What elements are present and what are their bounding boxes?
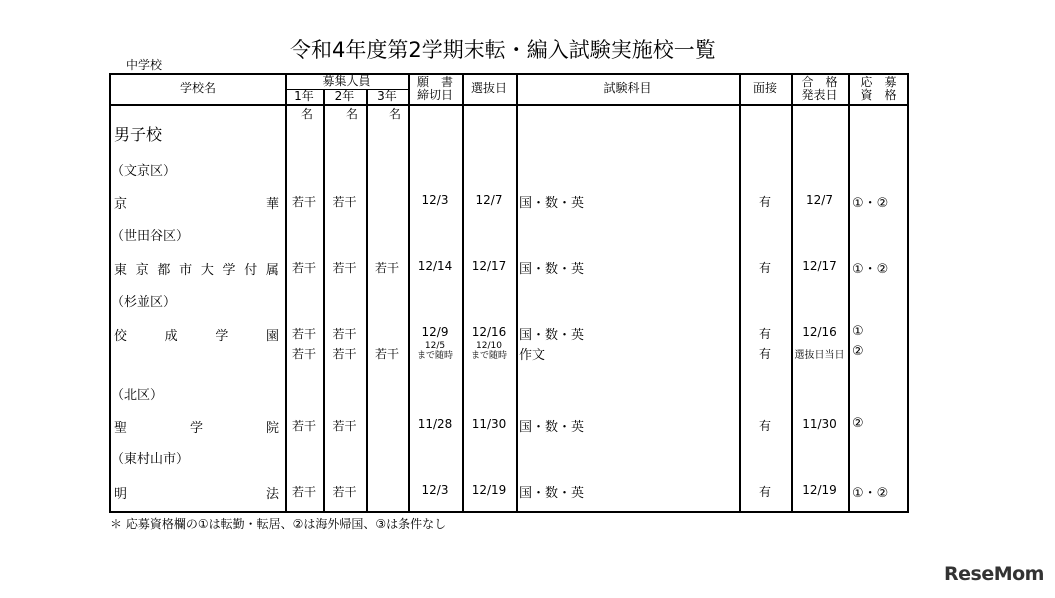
district-label: （北区） [111,388,164,403]
section-title: 男子校 [114,125,163,144]
deadline: 12/9 [421,325,449,339]
header-school: 学校名 [179,81,216,95]
school-name-char: 付 [244,263,258,278]
grade2-capacity: 若干 [332,327,357,341]
school-name-char: 属 [265,263,279,278]
deadline-rolling-note: まで随時 [416,351,453,361]
school-name-char: 院 [265,421,279,436]
interview: 有 [758,485,771,499]
header-announce [791,76,848,102]
divider [739,75,741,511]
subjects: 国・数・英 [519,262,585,277]
header-qualification [848,76,909,102]
interview: 有 [758,347,771,361]
district-label: （世田谷区） [111,229,190,244]
interview: 有 [758,327,771,341]
header-deadline-line1: 願 書 [416,75,453,89]
school-name [114,325,279,344]
footnote: ＊ 応募資格欄の①は転勤・転居、②は海外帰国、③は条件なし [110,517,447,531]
school-name-char: 市 [179,263,193,278]
selection-date: 12/19 [471,483,507,497]
qualification: ①・② [852,196,889,211]
deadline: 12/3 [421,193,449,207]
resemom-logo: ReseMom [944,563,1044,585]
deadline-rolling-date: 12/5 [424,341,446,351]
selection-date: 12/17 [471,259,507,273]
school-name [114,193,279,212]
header-subjects: 試験科目 [603,81,652,95]
selection-date: 12/16 [471,325,507,339]
header-selection: 選抜日 [470,81,507,95]
school-name-char: 成 [164,329,178,344]
divider [848,75,850,511]
divider [516,75,518,511]
school-name-char: 学 [189,421,203,436]
interview: 有 [758,195,771,209]
divider [323,89,325,511]
school-name-char: 学 [215,329,229,344]
grade2-capacity: 若干 [332,485,357,499]
divider [462,75,464,511]
district-label: （杉並区） [111,295,177,310]
school-name-char: 京 [135,263,149,278]
selection-rolling-note: まで随時 [470,351,507,361]
school-name [114,483,279,502]
qualification: ② [852,416,864,431]
divider [791,75,793,511]
announce-date: 12/7 [806,193,833,207]
exam-table [109,73,909,513]
subjects: 国・数・英 [519,420,585,435]
header-announce-line1: 合 格 [801,75,838,89]
school-name-char: 東 [114,263,128,278]
qualification: ①・② [852,486,889,501]
selection-date: 11/30 [471,417,507,431]
selection-rolling [462,341,516,361]
interview: 有 [758,261,771,275]
header-grade3: 3年 [377,89,397,103]
deadline: 12/3 [421,483,449,497]
qualification: ① [852,324,864,339]
district-label: （文京区） [111,164,177,179]
announce-date: 12/17 [802,259,837,273]
subjects: 国・数・英 [519,196,585,211]
unit-label: 名 [389,107,402,121]
announce-date: 12/19 [802,483,837,497]
subjects: 作文 [519,348,546,363]
school-name-char: 聖 [114,421,128,436]
header-capacity: 募集人員 [322,74,371,88]
announce-date: 12/16 [802,325,837,339]
school-name-char: 学 [222,263,236,278]
school-level-label: 中学校 [126,58,163,72]
page-title: 令和4年度第2学期末転・編入試験実施校一覧 [290,38,716,62]
school-name [114,417,279,436]
interview: 有 [758,419,771,433]
unit-label: 名 [301,107,314,121]
school-name-char: 法 [265,487,279,502]
subjects: 国・数・英 [519,328,585,343]
school-name-char: 園 [265,329,279,344]
grade1-capacity: 若干 [291,347,316,361]
deadline: 11/28 [417,417,453,431]
grade2-capacity: 若干 [332,195,357,209]
school-name [114,259,279,278]
school-name-char: 都 [157,263,171,278]
header-grade1: 1年 [294,89,314,103]
announce-date: 11/30 [802,417,837,431]
school-name-char: 佼 [114,329,128,344]
grade1-capacity: 若干 [291,195,316,209]
divider [366,89,368,511]
grade3-capacity: 若干 [374,261,399,275]
unit-label: 名 [346,107,359,121]
selection-date: 12/7 [475,193,503,207]
header-interview: 面接 [752,81,777,95]
grade3-capacity: 若干 [374,347,399,361]
qualification: ② [852,344,864,359]
header-qualification-line1: 応 募 [860,75,897,89]
announce-date: 選抜日当日 [794,350,845,361]
header-grade2: 2年 [334,89,355,103]
district-label: （東村山市） [111,452,190,467]
grade1-capacity: 若干 [291,261,316,275]
header-announce-line2: 発表日 [801,88,838,102]
subjects: 国・数・英 [519,486,585,501]
grade1-capacity: 若干 [291,327,316,341]
divider [285,75,287,511]
qualification: ①・② [852,262,889,277]
grade1-capacity: 若干 [291,419,316,433]
school-name-char: 華 [265,197,279,212]
divider [408,75,410,511]
school-name-char: 明 [114,487,128,502]
header-qualification-line2: 資 格 [860,88,897,102]
school-name-char: 大 [200,263,214,278]
deadline-rolling [408,341,462,361]
grade2-capacity: 若干 [332,419,357,433]
selection-rolling-date: 12/10 [476,341,502,351]
grade1-capacity: 若干 [291,485,316,499]
grade2-capacity: 若干 [332,261,357,275]
school-name-char: 京 [114,197,128,212]
deadline: 12/14 [417,259,453,273]
header-divider [111,104,907,106]
header-deadline [408,76,462,102]
grade2-capacity: 若干 [332,347,357,361]
header-deadline-line2: 締切日 [416,88,453,102]
